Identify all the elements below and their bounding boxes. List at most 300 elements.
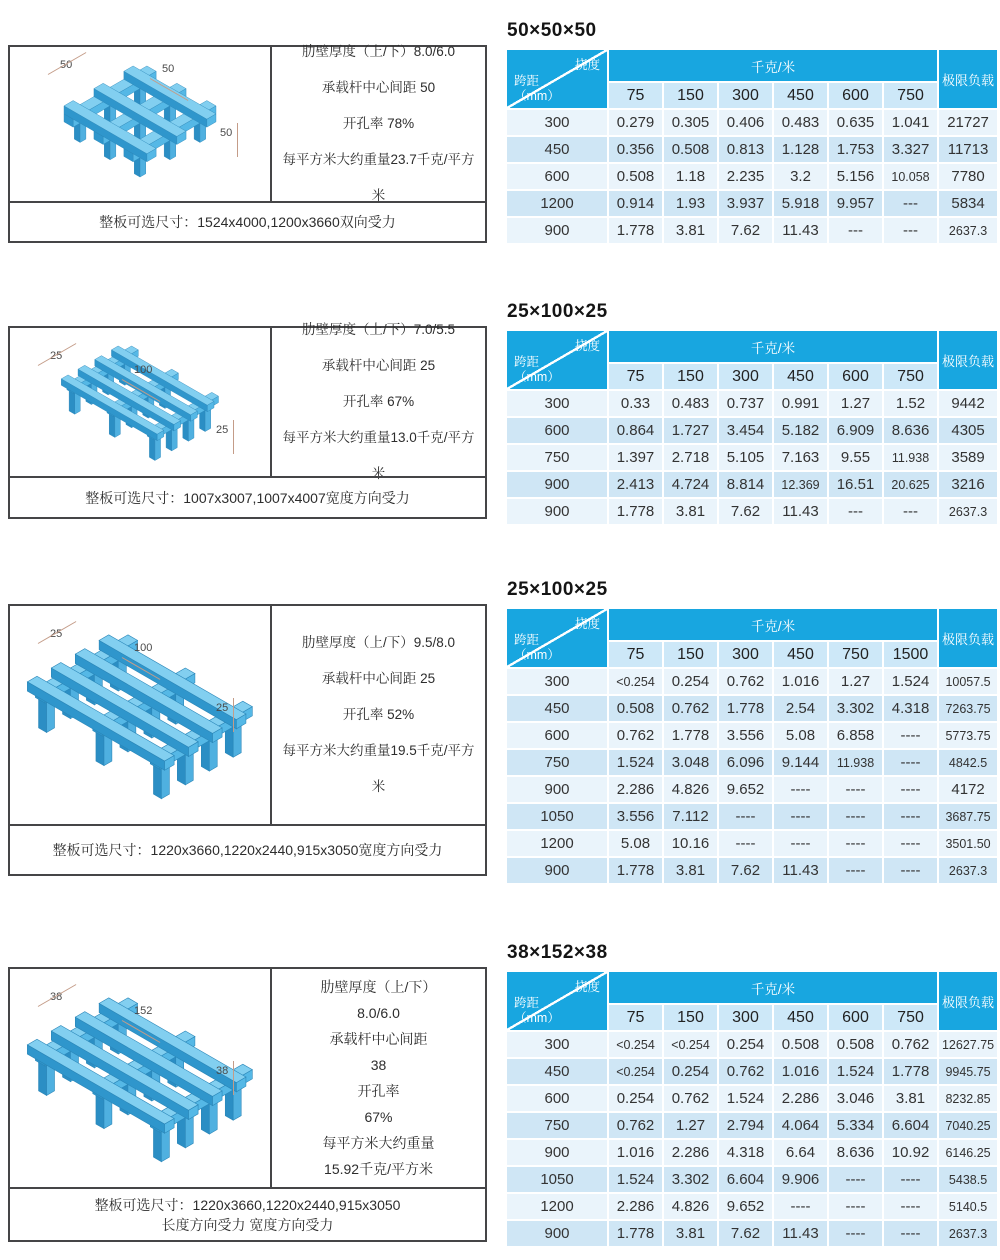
deflection-value-cell: ---- xyxy=(884,750,937,775)
deflection-value-cell: 0.406 xyxy=(719,110,772,135)
deflection-value-cell: 1.524 xyxy=(719,1086,772,1111)
deflection-value-cell: 1.016 xyxy=(774,1059,827,1084)
deflection-value-cell: 3.046 xyxy=(829,1086,882,1111)
sizes-line: 整板可选尺寸：1524x4000,1200x3660双向受力 xyxy=(99,214,396,230)
deflection-value-cell: <0.254 xyxy=(609,669,662,694)
deflection-value-cell: 2.718 xyxy=(664,445,717,470)
deflection-value-cell: 3.937 xyxy=(719,191,772,216)
deflection-value-cell: 1.27 xyxy=(829,391,882,416)
corner-header-cell xyxy=(507,50,607,108)
table-row xyxy=(507,418,997,443)
dimension-label: 38 xyxy=(216,1065,229,1077)
deflection-value-cell: 3.81 xyxy=(884,1086,937,1111)
deflection-value-cell: 20.625 xyxy=(884,472,937,497)
deflection-value-cell: ---- xyxy=(829,1194,882,1219)
limit-load-cell: 3501.50 xyxy=(939,831,997,856)
load-column-header: 75 xyxy=(609,83,662,108)
table-row xyxy=(507,1167,997,1192)
span-cell: 900 xyxy=(507,777,607,802)
load-column-header: 75 xyxy=(609,642,662,667)
load-column-header: 750 xyxy=(829,642,882,667)
deflection-value-cell: 2.286 xyxy=(774,1086,827,1111)
deflection-value-cell: 10.92 xyxy=(884,1140,937,1165)
deflection-value-cell: 11.43 xyxy=(774,499,827,524)
deflection-value-cell: 7.112 xyxy=(664,804,717,829)
table-row xyxy=(507,110,997,135)
table-row xyxy=(507,858,997,883)
limit-load-cell: 5140.5 xyxy=(939,1194,997,1219)
table-row xyxy=(507,445,997,470)
deflection-value-cell: 12.369 xyxy=(774,472,827,497)
deflection-value-cell: 0.762 xyxy=(664,696,717,721)
limit-load-cell: 5834 xyxy=(939,191,997,216)
limit-load-cell: 5773.75 xyxy=(939,723,997,748)
spec-line: 15.92千克/平方米 xyxy=(324,1161,433,1177)
deflection-value-cell: 0.914 xyxy=(609,191,662,216)
table-row xyxy=(507,391,997,416)
deflection-value-cell: ---- xyxy=(829,1167,882,1192)
deflection-value-cell: 6.604 xyxy=(719,1167,772,1192)
deflection-value-cell: ---- xyxy=(884,1194,937,1219)
spec-list xyxy=(270,322,485,481)
load-table xyxy=(505,607,999,885)
product-panel xyxy=(8,322,487,519)
deflection-value-cell: 1.778 xyxy=(609,218,662,243)
deflection-value-cell: <0.254 xyxy=(609,1032,662,1057)
kg-per-m-header: 千克/米 xyxy=(609,331,937,362)
deflection-value-cell: 4.724 xyxy=(664,472,717,497)
deflection-value-cell: 6.604 xyxy=(884,1113,937,1138)
deflection-value-cell: 11.43 xyxy=(774,218,827,243)
deflection-value-cell: 0.279 xyxy=(609,110,662,135)
spec-line: 承载杆中心间距 xyxy=(329,1031,428,1047)
span-cell: 750 xyxy=(507,445,607,470)
load-column-header: 150 xyxy=(664,364,717,389)
deflection-value-cell: 0.483 xyxy=(664,391,717,416)
table-row xyxy=(507,137,997,162)
limit-load-cell: 12627.75 xyxy=(939,1032,997,1057)
grating-diagram xyxy=(10,606,270,824)
deflection-value-cell: 1.778 xyxy=(609,858,662,883)
limit-load-cell: 2637.3 xyxy=(939,858,997,883)
table-row xyxy=(507,831,997,856)
table-row xyxy=(507,1059,997,1084)
available-sizes xyxy=(10,201,485,241)
spec-line: 开孔率 xyxy=(357,1083,400,1099)
deflection-value-cell: 5.105 xyxy=(719,445,772,470)
deflection-value-cell: 1.753 xyxy=(829,137,882,162)
table-row xyxy=(507,1086,997,1111)
load-column-header: 75 xyxy=(609,1005,662,1030)
limit-load-cell: 11713 xyxy=(939,137,997,162)
span-cell: 750 xyxy=(507,1113,607,1138)
spec-line: 肋壁厚度（上/下）8.0/6.0 xyxy=(301,44,456,59)
deflection-value-cell: 0.762 xyxy=(664,1086,717,1111)
deflection-value-cell: --- xyxy=(829,218,882,243)
deflection-value-cell: 3.556 xyxy=(609,804,662,829)
table-row xyxy=(507,777,997,802)
section-title: 25×100×25 xyxy=(507,579,608,600)
table-row xyxy=(507,1113,997,1138)
deflection-value-cell: 5.918 xyxy=(774,191,827,216)
deflection-value-cell: 1.727 xyxy=(664,418,717,443)
span-cell: 300 xyxy=(507,669,607,694)
deflection-value-cell: 1.016 xyxy=(609,1140,662,1165)
spec-list xyxy=(270,969,485,1187)
deflection-value-cell: 1.52 xyxy=(884,391,937,416)
deflection-value-cell: 5.08 xyxy=(774,723,827,748)
span-cell: 300 xyxy=(507,110,607,135)
deflection-value-cell: 4.064 xyxy=(774,1113,827,1138)
deflection-value-cell: ---- xyxy=(774,804,827,829)
deflection-value-cell: 0.508 xyxy=(609,164,662,189)
kg-per-m-header: 千克/米 xyxy=(609,972,937,1003)
panel-main xyxy=(10,322,485,481)
deflection-value-cell: 0.864 xyxy=(609,418,662,443)
section-title: 50×50×50 xyxy=(507,20,597,41)
deflection-value-cell: 1.524 xyxy=(829,1059,882,1084)
deflection-value-cell: 3.556 xyxy=(719,723,772,748)
spec-line: 肋壁厚度（上/下）7.0/5.5 xyxy=(301,322,456,337)
dimension-label: 50 xyxy=(60,59,73,71)
deflection-value-cell: ---- xyxy=(719,804,772,829)
corner-header-cell xyxy=(507,972,607,1030)
sizes-line: 长度方向受力 宽度方向受力 xyxy=(161,1216,334,1233)
load-column-header: 450 xyxy=(774,642,827,667)
deflection-value-cell: 0.254 xyxy=(664,1059,717,1084)
deflection-value-cell: 6.096 xyxy=(719,750,772,775)
load-column-header: 600 xyxy=(829,83,882,108)
deflection-value-cell: 1.778 xyxy=(884,1059,937,1084)
load-column-header: 750 xyxy=(884,1005,937,1030)
load-column-header: 750 xyxy=(884,83,937,108)
deflection-value-cell: 1.524 xyxy=(884,669,937,694)
deflection-value-cell: 4.318 xyxy=(884,696,937,721)
kg-per-m-header: 千克/米 xyxy=(609,609,937,640)
deflection-value-cell: 5.08 xyxy=(609,831,662,856)
spec-line: 38 xyxy=(370,1057,387,1073)
load-column-header: 450 xyxy=(774,83,827,108)
span-cell: 1200 xyxy=(507,1194,607,1219)
dimension-label: 100 xyxy=(134,642,153,654)
deflection-value-cell: 0.508 xyxy=(664,137,717,162)
table-row xyxy=(507,499,997,524)
dimension-label: 152 xyxy=(134,1005,153,1017)
deflection-value-cell: --- xyxy=(884,499,937,524)
spec-line: 每平方米大约重量 xyxy=(322,1135,435,1151)
span-cell: 600 xyxy=(507,1086,607,1111)
deflection-value-cell: 9.957 xyxy=(829,191,882,216)
deflection-value-cell: ---- xyxy=(884,1167,937,1192)
deflection-value-cell: ---- xyxy=(884,831,937,856)
sizes-line: 整板可选尺寸：1007x3007,1007x4007宽度方向受力 xyxy=(85,489,410,506)
deflection-value-cell: 6.64 xyxy=(774,1140,827,1165)
load-column-header: 300 xyxy=(719,364,772,389)
deflection-value-cell: 3.302 xyxy=(664,1167,717,1192)
deflection-value-cell: 9.55 xyxy=(829,445,882,470)
grating-diagram xyxy=(10,328,270,476)
deflection-value-cell: 7.62 xyxy=(719,499,772,524)
deflection-value-cell: 0.508 xyxy=(829,1032,882,1057)
deflection-value-cell: 11.938 xyxy=(829,750,882,775)
limit-load-cell: 8232.85 xyxy=(939,1086,997,1111)
spec-line: 8.0/6.0 xyxy=(357,1005,400,1021)
limit-load-cell: 7040.25 xyxy=(939,1113,997,1138)
grating-diagram xyxy=(10,969,270,1187)
kg-per-m-header: 千克/米 xyxy=(609,50,937,81)
deflection-value-cell: 11.43 xyxy=(774,858,827,883)
deflection-value-cell: 4.826 xyxy=(664,1194,717,1219)
deflection-value-cell: ---- xyxy=(774,831,827,856)
deflection-value-cell: 6.909 xyxy=(829,418,882,443)
limit-load-cell: 7263.75 xyxy=(939,696,997,721)
table-row xyxy=(507,696,997,721)
span-label: 跨距 （mm） xyxy=(514,996,560,1025)
product-panel xyxy=(8,45,487,243)
deflection-value-cell: 1.778 xyxy=(664,723,717,748)
deflection-value-cell: 16.51 xyxy=(829,472,882,497)
span-cell: 750 xyxy=(507,750,607,775)
deflection-value-cell: <0.254 xyxy=(609,1059,662,1084)
available-sizes xyxy=(10,1187,485,1240)
grating-isometric-drawing xyxy=(16,55,264,193)
deflection-value-cell: 7.62 xyxy=(719,858,772,883)
spec-line: 肋壁厚度（上/下）9.5/8.0 xyxy=(301,635,456,650)
limit-load-cell: 10057.5 xyxy=(939,669,997,694)
deflection-value-cell: 3.81 xyxy=(664,218,717,243)
spec-line: 承载杆中心间距 50 xyxy=(321,80,436,95)
deflection-value-cell: 0.762 xyxy=(609,1113,662,1138)
deflection-value-cell: 0.762 xyxy=(884,1032,937,1057)
deflection-value-cell: 1.778 xyxy=(609,499,662,524)
deflection-label: 挠度 xyxy=(574,617,600,631)
deflection-value-cell: 11.43 xyxy=(774,1221,827,1246)
spec-line: 承载杆中心间距 25 xyxy=(321,671,436,686)
load-table xyxy=(505,970,999,1248)
table-row xyxy=(507,1140,997,1165)
deflection-value-cell: 9.144 xyxy=(774,750,827,775)
limit-load-cell: 3589 xyxy=(939,445,997,470)
span-cell: 450 xyxy=(507,1059,607,1084)
limit-load-cell: 4842.5 xyxy=(939,750,997,775)
table-row xyxy=(507,472,997,497)
deflection-value-cell: ---- xyxy=(884,858,937,883)
limit-load-cell: 4305 xyxy=(939,418,997,443)
deflection-value-cell: 0.305 xyxy=(664,110,717,135)
limit-load-cell: 2637.3 xyxy=(939,218,997,243)
deflection-value-cell: ---- xyxy=(774,777,827,802)
deflection-value-cell: ---- xyxy=(719,831,772,856)
span-cell: 1050 xyxy=(507,804,607,829)
deflection-value-cell: 2.54 xyxy=(774,696,827,721)
deflection-value-cell: 3.81 xyxy=(664,858,717,883)
limit-load-cell: 5438.5 xyxy=(939,1167,997,1192)
deflection-value-cell: 5.334 xyxy=(829,1113,882,1138)
deflection-value-cell: 0.635 xyxy=(829,110,882,135)
deflection-label: 挠度 xyxy=(574,58,600,72)
span-label: 跨距 （mm） xyxy=(514,355,560,384)
deflection-value-cell: 4.826 xyxy=(664,777,717,802)
sizes-line: 整板可选尺寸：1220x3660,1220x2440,915x3050宽度方向受力 xyxy=(52,842,443,858)
limit-load-header: 极限负载 xyxy=(939,331,997,389)
table-row xyxy=(507,750,997,775)
deflection-value-cell: --- xyxy=(884,191,937,216)
deflection-value-cell: 2.794 xyxy=(719,1113,772,1138)
spec-line: 每平方米大约重量19.5千克/平方米 xyxy=(282,743,475,794)
deflection-value-cell: 1.016 xyxy=(774,669,827,694)
deflection-value-cell: 0.762 xyxy=(719,1059,772,1084)
span-cell: 900 xyxy=(507,218,607,243)
table-row xyxy=(507,1194,997,1219)
load-column-header: 600 xyxy=(829,364,882,389)
dimension-label: 25 xyxy=(50,350,63,362)
sizes-line: 整板可选尺寸：1220x3660,1220x2440,915x3050 xyxy=(94,1196,401,1213)
load-column-header: 450 xyxy=(774,364,827,389)
corner-header-cell xyxy=(507,331,607,389)
limit-load-cell: 2637.3 xyxy=(939,1221,997,1246)
deflection-value-cell: ---- xyxy=(829,1221,882,1246)
grating-diagram xyxy=(10,47,270,201)
deflection-value-cell: 3.048 xyxy=(664,750,717,775)
spec-line: 67% xyxy=(364,1109,393,1125)
deflection-value-cell: 1.18 xyxy=(664,164,717,189)
deflection-value-cell: 7.62 xyxy=(719,218,772,243)
deflection-value-cell: 0.254 xyxy=(664,669,717,694)
deflection-value-cell: 0.254 xyxy=(719,1032,772,1057)
deflection-value-cell: 11.938 xyxy=(884,445,937,470)
deflection-value-cell: 5.156 xyxy=(829,164,882,189)
span-cell: 450 xyxy=(507,137,607,162)
table-row xyxy=(507,1221,997,1246)
deflection-value-cell: ---- xyxy=(884,1221,937,1246)
deflection-value-cell: ---- xyxy=(829,777,882,802)
spec-list xyxy=(270,44,485,203)
limit-load-header: 极限负载 xyxy=(939,972,997,1030)
product-panel xyxy=(8,967,487,1242)
deflection-value-cell: 1.041 xyxy=(884,110,937,135)
product-panel xyxy=(8,604,487,876)
panel-main xyxy=(10,44,485,203)
deflection-value-cell: 2.413 xyxy=(609,472,662,497)
deflection-value-cell: 9.906 xyxy=(774,1167,827,1192)
limit-load-cell: 2637.3 xyxy=(939,499,997,524)
deflection-value-cell: 0.33 xyxy=(609,391,662,416)
table-row xyxy=(507,218,997,243)
deflection-value-cell: 1.27 xyxy=(829,669,882,694)
span-cell: 450 xyxy=(507,696,607,721)
deflection-value-cell: 9.652 xyxy=(719,777,772,802)
deflection-value-cell: 3.302 xyxy=(829,696,882,721)
dimension-label: 25 xyxy=(50,628,63,640)
load-column-header: 75 xyxy=(609,364,662,389)
deflection-value-cell: 2.235 xyxy=(719,164,772,189)
panel-main xyxy=(10,606,485,824)
load-column-header: 300 xyxy=(719,642,772,667)
load-table xyxy=(505,329,999,526)
deflection-value-cell: 1.397 xyxy=(609,445,662,470)
span-cell: 1200 xyxy=(507,831,607,856)
table-row xyxy=(507,804,997,829)
deflection-value-cell: 6.858 xyxy=(829,723,882,748)
deflection-value-cell: 7.163 xyxy=(774,445,827,470)
spec-line: 每平方米大约重量23.7千克/平方米 xyxy=(282,152,475,203)
deflection-value-cell: 0.508 xyxy=(609,696,662,721)
deflection-value-cell: 0.813 xyxy=(719,137,772,162)
deflection-value-cell: 8.636 xyxy=(829,1140,882,1165)
limit-load-cell: 9442 xyxy=(939,391,997,416)
deflection-value-cell: 1.128 xyxy=(774,137,827,162)
load-column-header: 300 xyxy=(719,83,772,108)
load-column-header: 750 xyxy=(884,364,937,389)
table-row xyxy=(507,1032,997,1057)
span-label: 跨距 （mm） xyxy=(514,633,560,662)
limit-load-cell: 7780 xyxy=(939,164,997,189)
load-column-header: 150 xyxy=(664,1005,717,1030)
span-label: 跨距 （mm） xyxy=(514,74,560,103)
deflection-value-cell: <0.254 xyxy=(664,1032,717,1057)
span-cell: 600 xyxy=(507,723,607,748)
spec-line: 开孔率 78% xyxy=(342,116,415,131)
deflection-value-cell: 3.81 xyxy=(664,1221,717,1246)
load-column-header: 600 xyxy=(829,1005,882,1030)
load-column-header: 1500 xyxy=(884,642,937,667)
deflection-value-cell: 3.2 xyxy=(774,164,827,189)
table-row xyxy=(507,191,997,216)
deflection-value-cell: 1.524 xyxy=(609,1167,662,1192)
panel-main xyxy=(10,969,485,1187)
deflection-value-cell: ---- xyxy=(829,804,882,829)
span-cell: 900 xyxy=(507,1221,607,1246)
load-column-header: 150 xyxy=(664,642,717,667)
section-title: 38×152×38 xyxy=(507,942,608,963)
deflection-label: 挠度 xyxy=(574,339,600,353)
limit-load-cell: 6146.25 xyxy=(939,1140,997,1165)
deflection-value-cell: 0.254 xyxy=(609,1086,662,1111)
dimension-label: 25 xyxy=(216,702,229,714)
load-column-header: 300 xyxy=(719,1005,772,1030)
table-row xyxy=(507,669,997,694)
deflection-value-cell: 1.524 xyxy=(609,750,662,775)
dimension-label: 100 xyxy=(134,364,153,376)
spec-line: 承载杆中心间距 25 xyxy=(321,358,436,373)
deflection-value-cell: ---- xyxy=(774,1194,827,1219)
limit-load-cell: 3687.75 xyxy=(939,804,997,829)
load-table xyxy=(505,48,999,245)
table-row xyxy=(507,723,997,748)
load-column-header: 150 xyxy=(664,83,717,108)
corner-header-cell xyxy=(507,609,607,667)
deflection-value-cell: 0.483 xyxy=(774,110,827,135)
dimension-label: 38 xyxy=(50,991,63,1003)
span-cell: 300 xyxy=(507,1032,607,1057)
deflection-value-cell: 0.762 xyxy=(609,723,662,748)
span-cell: 600 xyxy=(507,418,607,443)
deflection-label: 挠度 xyxy=(574,980,600,994)
deflection-value-cell: 0.508 xyxy=(774,1032,827,1057)
table-row xyxy=(507,164,997,189)
deflection-value-cell: 9.652 xyxy=(719,1194,772,1219)
deflection-value-cell: 7.62 xyxy=(719,1221,772,1246)
span-cell: 1050 xyxy=(507,1167,607,1192)
deflection-value-cell: 5.182 xyxy=(774,418,827,443)
span-cell: 1200 xyxy=(507,191,607,216)
deflection-value-cell: ---- xyxy=(829,858,882,883)
dimension-label: 50 xyxy=(162,63,175,75)
dimension-label: 25 xyxy=(216,424,229,436)
deflection-value-cell: 4.318 xyxy=(719,1140,772,1165)
deflection-value-cell: 0.762 xyxy=(719,669,772,694)
deflection-value-cell: 2.286 xyxy=(664,1140,717,1165)
